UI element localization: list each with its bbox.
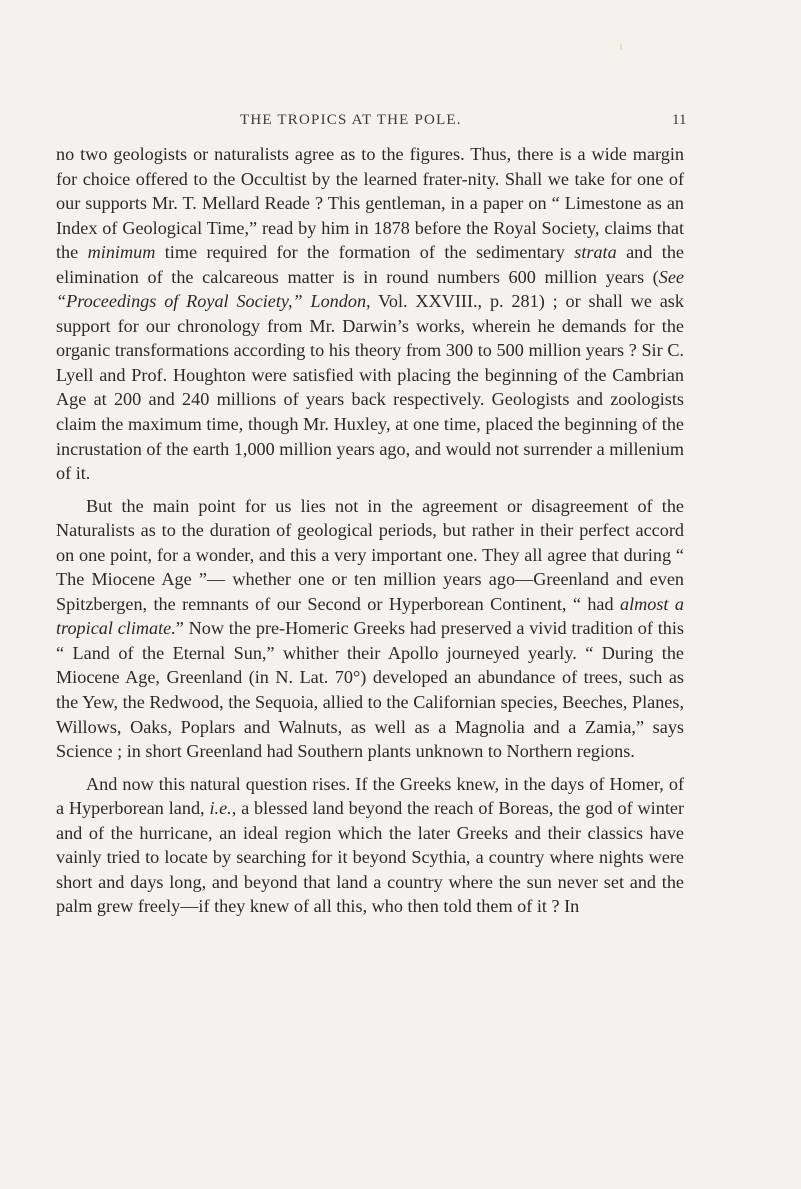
italic-text-run: See “Proceedings of Royal Society,” London,	[56, 266, 684, 312]
italic-text-run: almost a tropical climate.	[56, 593, 684, 639]
text-run: But the main point for us lies not in the agreement or disagreement of the Naturalists as to the duration of geological periods, but rather in their perfect accord on one point, for a wonder, and this a very important one. They all agree that during “ The Miocene Age ”— whether one or ten million years ago—Greenland and even Spitzbergen, the remnants of our Second or Hyperborean Continent, “ had	[56, 495, 684, 614]
body-text	[56, 142, 684, 919]
paragraph-3	[56, 772, 684, 919]
text-run: no two geologists or naturalists agree as to the figures. Thus, there is a wide margin for choice offered to the Occultist by the learned frater-nity. Shall we take for one of our supports Mr. T. Mellard Reade ? This gentleman, in a paper on “ Limestone as an Index of Geological Time,” read by him in 1878 before the Royal Society, claims that the	[56, 144, 684, 263]
italic-text-run: i.e.	[209, 798, 232, 819]
paragraph-2	[56, 494, 684, 764]
text-run: ” Now the pre-Homeric Greeks had preserved a vivid tradition of this “ Land of the Eternal Sun,” whither their Apollo journeyed yearly. “ During the Miocene Age, Greenland (in N. Lat. 70°) developed an abundance of trees, such as the Yew, the Redwood, the Sequoia, allied to the Californian species, Beeches, Planes, Willows, Oaks, Poplars and Walnuts, as well as a Magnolia and a Zamia,” says Science ; in short Greenland had Southern plants unknown to Northern regions.	[56, 618, 685, 762]
italic-text-run: minimum	[87, 242, 156, 263]
running-head	[0, 112, 801, 136]
text-run: and the elimination of the calcareous matter is in round numbers 600 million years (	[56, 242, 684, 287]
running-title: THE TROPICS AT THE POLE.	[240, 112, 462, 128]
text-run: , a blessed land beyond the reach of Boreas, the god of winter and of the hurricane, an ideal region which the later Greeks and their classics have vainly tried to locate by searching for it beyond Scythia, a country where nights were short and days long, and beyond that land a country where the sun never set and the palm grew freely—if they knew of all this, who then told them of it ? In	[56, 798, 684, 917]
paragraph-1	[56, 142, 684, 486]
text-run: time required for the formation of the sedimentary	[155, 242, 575, 263]
text-run: Vol. XXVIII., p. 281) ; or shall we ask support for our chronology from Mr. Darwin’s works, wherein he demands for the organic transformations according to his theory from 300 to 500 million years ? Sir C. Lyell and Prof. Houghton were satisfied with placing the beginning of the Cambrian Age at 200 and 240 millions of years back respectively. Geologists and zoologists claim the maximum time, though Mr. Huxley, at one time, placed the beginning of the incrustation of the earth 1,000 million years ago, and would not surrender a millenium of it.	[56, 291, 684, 484]
page-number: 11	[672, 112, 687, 128]
text-run: And now this natural question rises. If the Greeks knew, in the days of Homer, of a Hyperborean land,	[56, 773, 684, 819]
paper-blemish	[620, 44, 622, 50]
italic-text-run: strata	[574, 242, 617, 263]
